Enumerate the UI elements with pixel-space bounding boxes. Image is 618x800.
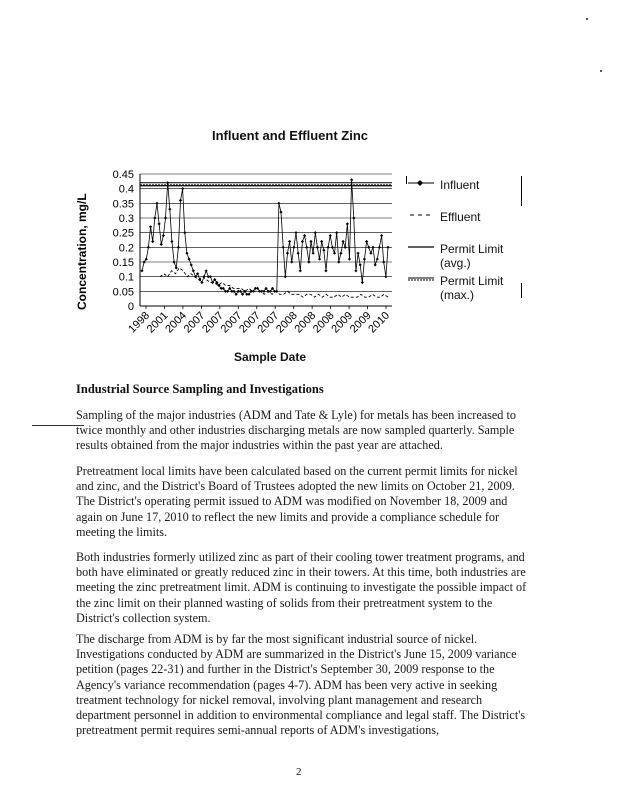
influent-point — [384, 275, 387, 278]
influent-point — [181, 187, 184, 190]
influent-point — [361, 281, 364, 284]
influent-point — [192, 269, 195, 272]
legend-item-influent — [408, 178, 479, 192]
y-tick-label: 0.45 — [112, 169, 134, 181]
influent-point — [140, 269, 143, 272]
influent-point — [209, 275, 212, 278]
permit-avg-swatch — [408, 242, 434, 252]
legend-label-permit-avg — [440, 242, 503, 270]
influent-point — [179, 199, 182, 202]
y-tick-label: 0.4 — [118, 183, 134, 196]
x-tick-label: 2007 — [218, 309, 245, 336]
x-tick-label: 2008 — [292, 309, 319, 336]
section-heading: Industrial Source Sampling and Investigations — [76, 382, 324, 396]
influent-point — [190, 263, 193, 266]
influent-point — [286, 252, 289, 255]
y-tick-label: 0.15 — [112, 257, 134, 269]
influent-point — [282, 246, 285, 249]
influent-point — [371, 246, 374, 249]
legend-item-effluent — [408, 210, 480, 224]
influent-point — [337, 260, 340, 263]
influent-point — [327, 246, 330, 249]
influent-point — [162, 234, 165, 237]
influent-point — [348, 257, 351, 260]
influent-point — [356, 252, 359, 255]
x-axis-label: Sample Date — [233, 350, 307, 364]
influent-point — [147, 246, 150, 249]
scan-speck — [586, 18, 588, 20]
influent-point — [335, 231, 338, 234]
influent-point — [299, 269, 302, 272]
influent-point — [305, 246, 308, 249]
influent-point — [290, 260, 293, 263]
influent-point — [352, 216, 355, 219]
paragraph-4: The discharge from ADM is by far the most significant industrial source of nickel. Investigations conducted by ADM are summarized in the District's June 15, 2009 variance petition (pages 22-31) and further in the District's September 30, 2009 response to the Agency's variance recommendation (pages 4-7). ADM has been very active in seeking treatment technology for nickel removal, involving plant management and research department personnel in addition to environmental compliance and legal staff. The District's pretreatment permit requires semi-annual reports of ADM's investigations, — [76, 632, 526, 738]
x-tick-label: 2007 — [200, 309, 226, 336]
influent-point — [376, 257, 379, 260]
influent-point — [151, 240, 154, 243]
y-tick-label: 0.1 — [118, 271, 134, 284]
y-ticks — [113, 169, 134, 313]
permit-max-line1: Permit Limit — [440, 274, 504, 288]
legend-item-permit-avg — [408, 242, 503, 270]
influent-point — [359, 263, 362, 266]
legend-label-effluent: Effluent — [440, 210, 481, 224]
influent-line — [142, 180, 388, 294]
chart-title: Influent and Effluent Zinc — [212, 128, 368, 143]
influent-point — [160, 243, 163, 246]
permit-max-swatch — [408, 274, 434, 284]
page-number: 2 — [296, 766, 302, 778]
influent-point — [301, 240, 304, 243]
permit-avg-line1: Permit Limit — [440, 242, 504, 256]
influent-point — [346, 222, 349, 225]
influent-point — [277, 202, 280, 205]
legend-border-right-top — [521, 176, 522, 206]
influent-point — [316, 246, 319, 249]
y-tick-label: 0.05 — [112, 286, 134, 299]
permit-max-line2: (max.) — [440, 288, 474, 302]
y-tick-label: 0.2 — [118, 242, 134, 255]
x-tick-label: 2010 — [366, 309, 393, 336]
influent-point — [149, 225, 152, 228]
influent-point — [158, 222, 161, 225]
influent-point — [205, 269, 208, 272]
series — [140, 178, 392, 297]
influent-point — [354, 269, 357, 272]
influent-point — [309, 240, 312, 243]
influent-point — [367, 246, 370, 249]
influent-point — [320, 240, 323, 243]
influent-point — [312, 252, 315, 255]
influent-point — [288, 240, 291, 243]
influent-point — [177, 246, 180, 249]
influent-point — [284, 275, 287, 278]
paragraph-2: Pretreatment local limits have been calculated based on the current permit limits for nickel and zinc, and the District's Board of Trustees adopted the new limits on October 21, 2009. The District's operating permit issued to ADM was modified on November 18, 2009 and again on June 17, 2010 to reflect the new limits and provide a compliance schedule for meeting the limits. — [76, 464, 518, 539]
influent-point — [303, 234, 306, 237]
influent-point — [168, 208, 171, 211]
influent-point — [329, 234, 332, 237]
influent-point — [292, 246, 295, 249]
influent-point — [341, 240, 344, 243]
influent-point — [314, 231, 317, 234]
influent-point — [164, 216, 167, 219]
y-axis-label-group — [75, 193, 89, 310]
x-tick-label: 2001 — [144, 309, 171, 336]
chart-legend — [408, 174, 520, 304]
legend-item-permit-max — [408, 274, 503, 302]
y-tick-label: 0.25 — [112, 227, 134, 240]
x-tick-label: 1998 — [126, 309, 153, 336]
influent-point — [333, 252, 336, 255]
legend-border-left — [406, 176, 407, 184]
x-tick-label: 2004 — [163, 309, 190, 336]
y-tick-label: 0.35 — [112, 198, 134, 211]
influent-point — [374, 263, 377, 266]
x-tick-label: 2009 — [347, 309, 374, 336]
influent-point — [324, 269, 327, 272]
zinc-chart — [70, 150, 410, 350]
paragraph-3: Both industries formerly utilized zinc as part of their cooling tower treatment programs, and both have eliminated or greatly reduced zinc in their towers. At this time, both industries are meeting the zinc pretreatment limit. ADM is continuing to investigate the possible impact of the zinc limit on their planned wasting of solids from their pretreatment system to the District's collection system. — [76, 550, 527, 625]
influent-swatch — [408, 178, 434, 188]
legend-label-permit-max — [440, 274, 503, 302]
influent-point — [297, 252, 300, 255]
influent-point — [378, 246, 381, 249]
influent-point — [279, 211, 282, 214]
influent-point — [322, 249, 325, 252]
y-axis-label: Concentration, mg/L — [75, 193, 89, 310]
x-tick-label: 2007 — [255, 309, 282, 336]
x-tick-label: 2007 — [237, 309, 263, 336]
x-tick-label: 2009 — [329, 309, 356, 336]
influent-point — [155, 202, 158, 205]
grid — [140, 174, 392, 306]
x-tick-label: 2008 — [310, 309, 337, 336]
x-tick-label: 2008 — [274, 309, 300, 336]
influent-point — [365, 240, 368, 243]
influent-point — [318, 257, 321, 260]
influent-point — [175, 266, 178, 269]
influent-point — [183, 231, 186, 234]
y-tick-label: 0.3 — [118, 213, 134, 225]
effluent-swatch — [408, 210, 434, 220]
influent-point — [294, 231, 297, 234]
x-tick-label: 2007 — [181, 309, 208, 336]
legend-label-influent: Influent — [440, 178, 480, 192]
y-tick-label: 0 — [127, 301, 134, 313]
permit-avg-line2: (avg.) — [440, 256, 471, 270]
influent-point — [339, 252, 342, 255]
influent-point — [363, 257, 366, 260]
x-ticks — [126, 306, 392, 335]
influent-point — [386, 246, 389, 249]
influent-point — [344, 246, 347, 249]
influent-point — [185, 252, 188, 255]
scan-speck — [600, 70, 602, 72]
influent-point — [172, 260, 175, 263]
influent-point — [380, 234, 383, 237]
paragraph-1: Sampling of the major industries (ADM and Tate & Lyle) for metals has been increased to twice monthly and other industries discharging metals are now sampled quarterly. Sample results obtained from the major industries within the past year are attached. — [76, 408, 516, 453]
influent-point — [153, 216, 156, 219]
legend-border-right-bottom — [521, 283, 522, 298]
influent-point — [170, 240, 173, 243]
influent-point — [369, 252, 372, 255]
influent-point — [382, 260, 385, 263]
influent-point — [187, 257, 190, 260]
influent-point — [307, 260, 310, 263]
influent-point — [350, 178, 353, 181]
influent-point — [331, 246, 334, 249]
